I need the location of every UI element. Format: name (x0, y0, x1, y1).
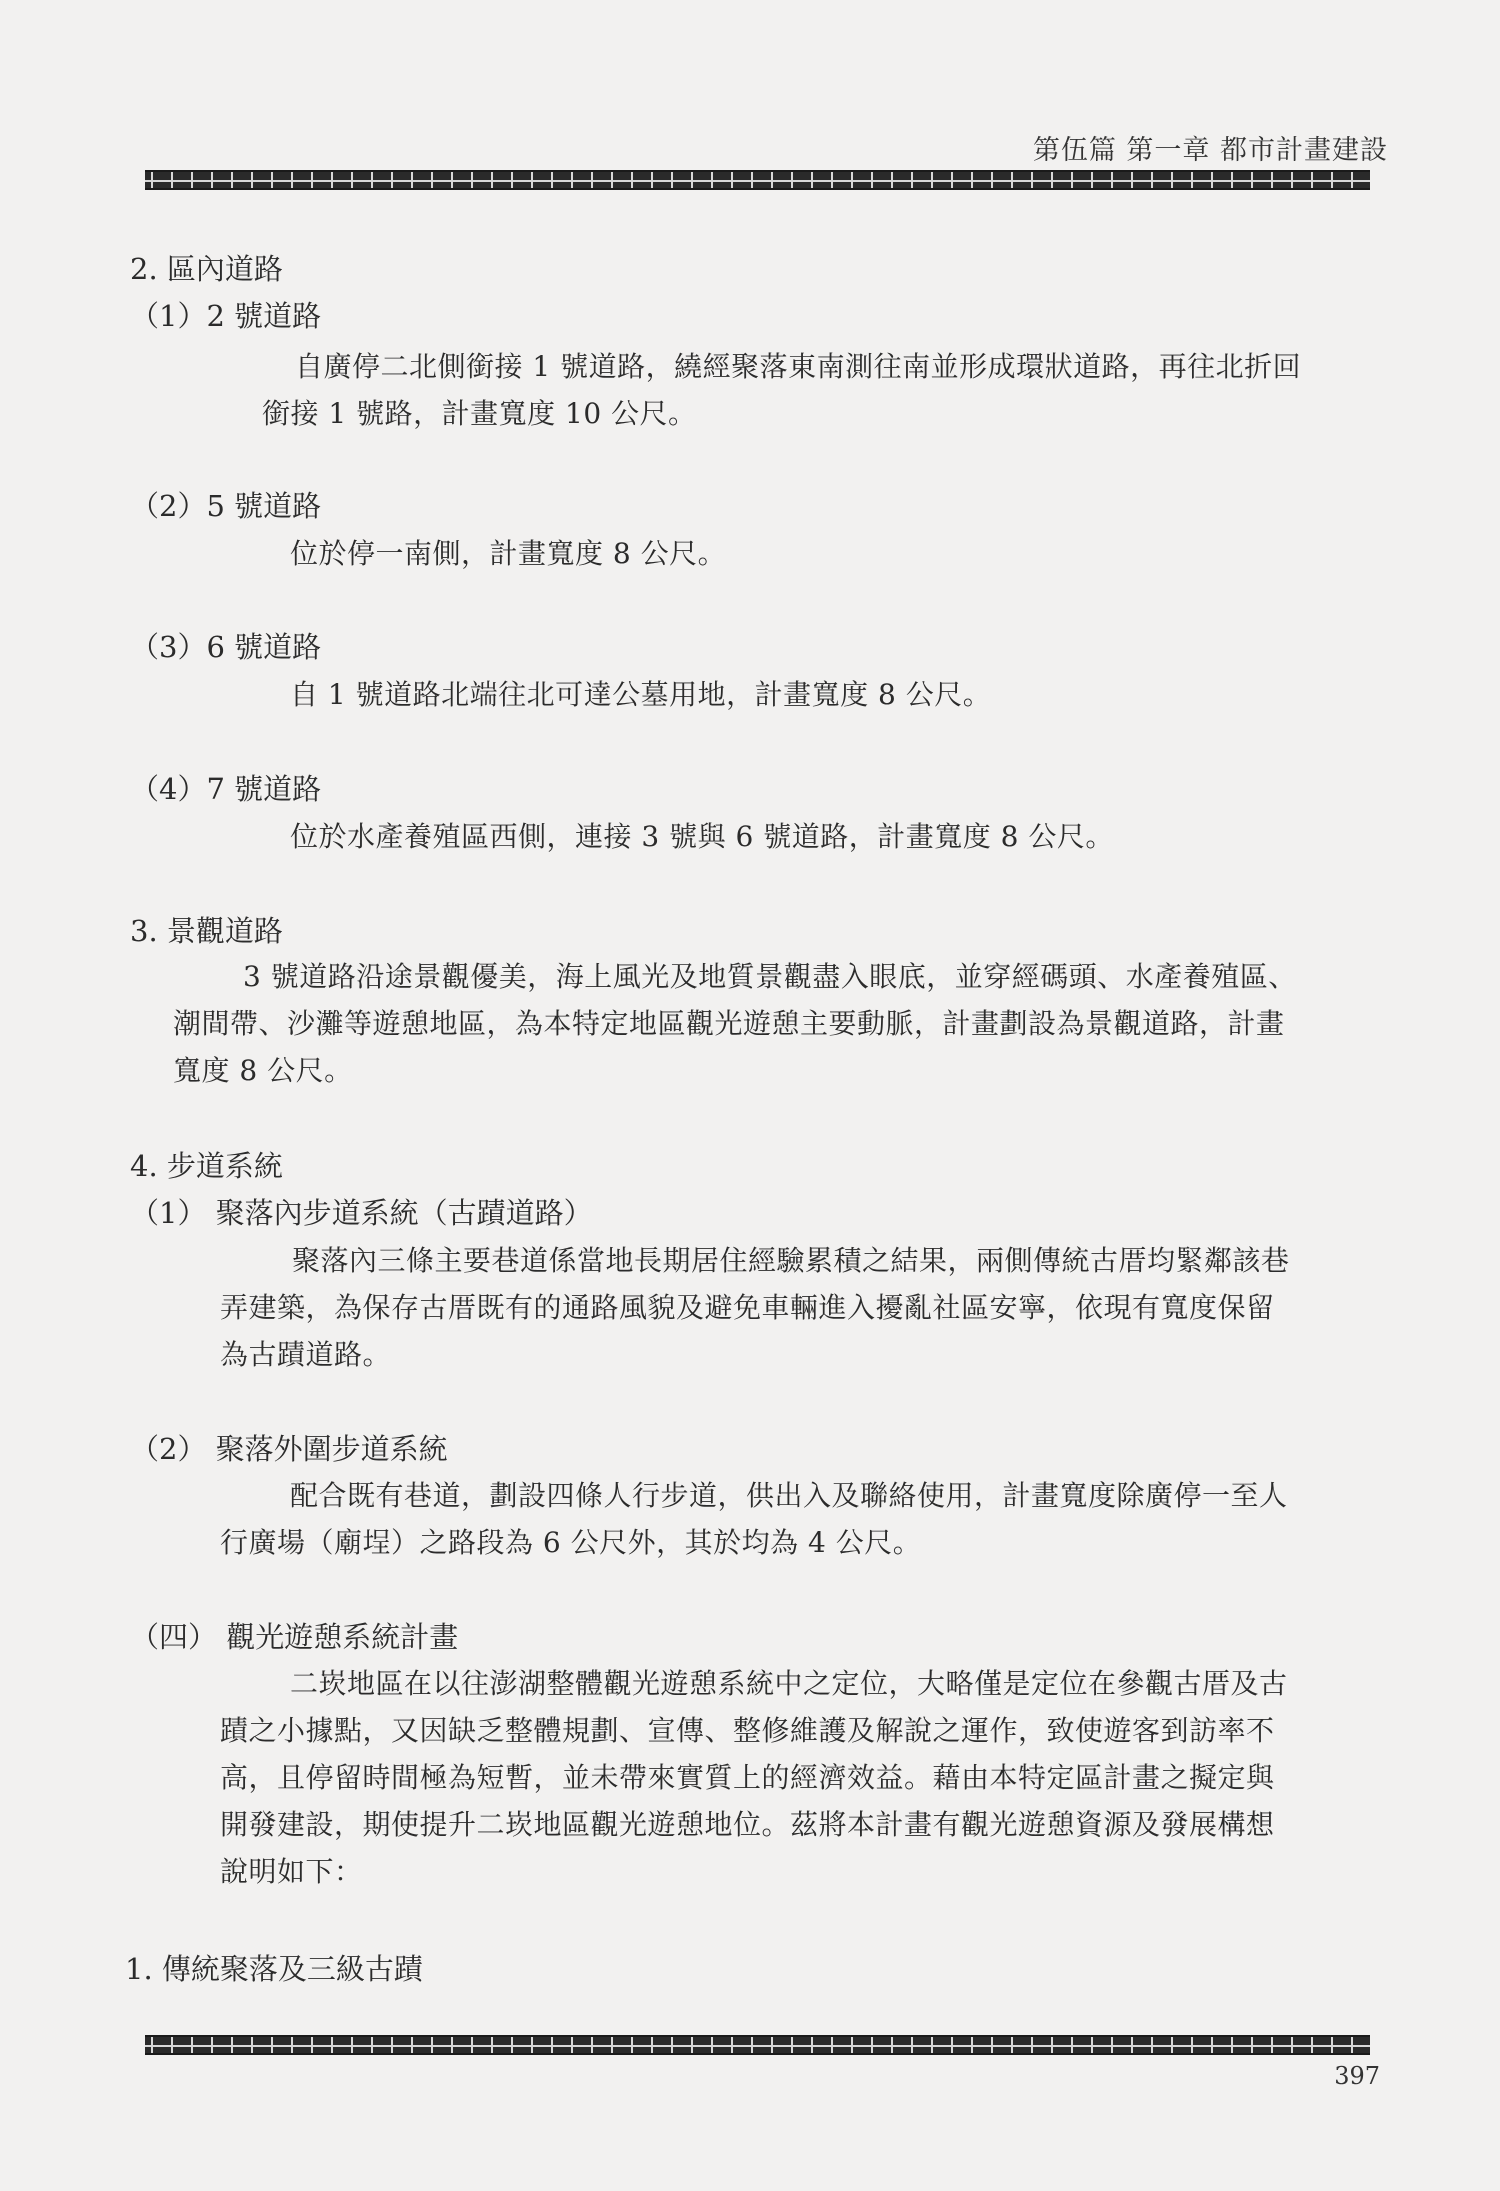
decorative-border-bottom (145, 2035, 1370, 2055)
subsection-heading: （1）2 號道路 (130, 299, 322, 333)
paragraph-line: 二崁地區在以往澎湖整體觀光遊憩系統中之定位，大略僅是定位在參觀古厝及古 (290, 1667, 1288, 1700)
paragraph-line: 寬度 8 公尺。 (173, 1054, 353, 1087)
paragraph-line: 配合既有巷道，劃設四條人行步道，供出入及聯絡使用，計畫寬度除廣停一至人 (290, 1479, 1288, 1512)
paragraph-line: 聚落內三條主要巷道係當地長期居住經驗累積之結果，兩側傳統古厝均緊鄰該巷 (292, 1244, 1290, 1277)
subsection-heading: （2）5 號道路 (130, 489, 322, 523)
subsection-heading: （1） 聚落內步道系統（古蹟道路） (130, 1196, 593, 1230)
paragraph-line: 說明如下： (220, 1855, 363, 1888)
paragraph-line: 弄建築，為保存古厝既有的通路風貌及避免車輛進入擾亂社區安寧，依現有寬度保留 (220, 1291, 1275, 1324)
paragraph-line: 潮間帶、沙灘等遊憩地區，為本特定地區觀光遊憩主要動脈，計畫劃設為景觀道路，計畫 (173, 1007, 1285, 1040)
paragraph-line: 位於停一南側，計畫寬度 8 公尺。 (290, 537, 727, 570)
paragraph-line: 自 1 號道路北端往北可達公墓用地，計畫寬度 8 公尺。 (290, 678, 992, 711)
section-heading: （四） 觀光遊憩系統計畫 (130, 1620, 459, 1654)
subsection-heading: （3）6 號道路 (130, 630, 322, 664)
subsection-heading: （2） 聚落外圍步道系統 (130, 1432, 448, 1466)
section-heading: 4. 步道系統 (130, 1149, 283, 1183)
paragraph-line: 銜接 1 號路，計畫寬度 10 公尺。 (262, 397, 697, 430)
decorative-border-top (145, 170, 1370, 190)
paragraph-line: 行廣場（廟埕）之路段為 6 公尺外，其於均為 4 公尺。 (220, 1526, 922, 1559)
page-number: 397 (1334, 2062, 1380, 2090)
paragraph-line: 3 號道路沿途景觀優美，海上風光及地質景觀盡入眼底，並穿經碼頭、水產養殖區、 (243, 960, 1297, 993)
paragraph-line: 位於水產養殖區西側，連接 3 號與 6 號道路，計畫寬度 8 公尺。 (290, 820, 1114, 853)
paragraph-line: 高，且停留時間極為短暫，並未帶來實質上的經濟效益。藉由本特定區計畫之擬定與 (220, 1761, 1275, 1794)
paragraph-line: 蹟之小據點，又因缺乏整體規劃、宣傳、整修維護及解說之運作，致使遊客到訪率不 (220, 1714, 1275, 1747)
paragraph-line: 為古蹟道路。 (220, 1338, 392, 1371)
section-heading: 1. 傳統聚落及三級古蹟 (125, 1952, 423, 1986)
chapter-header: 第伍篇 第一章 都市計畫建設 (1032, 135, 1388, 166)
paragraph-line: 自廣停二北側銜接 1 號道路，繞經聚落東南測往南並形成環狀道路，再往北折回 (295, 350, 1302, 383)
section-heading: 3. 景觀道路 (130, 914, 283, 948)
subsection-heading: （4）7 號道路 (130, 772, 322, 806)
section-heading: 2. 區內道路 (130, 252, 283, 286)
paragraph-line: 開發建設，期使提升二崁地區觀光遊憩地位。茲將本計畫有觀光遊憩資源及發展構想 (220, 1808, 1275, 1841)
